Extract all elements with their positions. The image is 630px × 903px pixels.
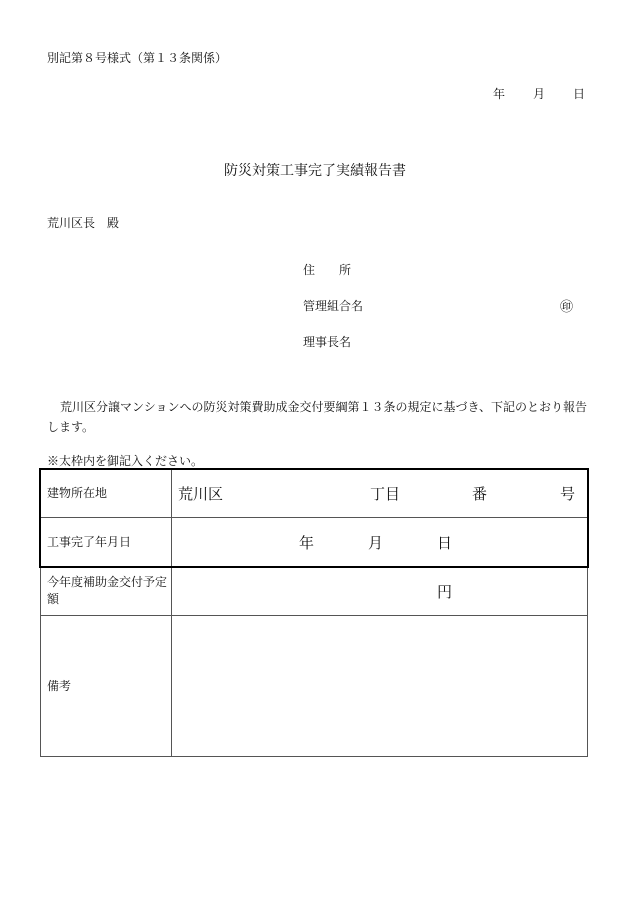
chairman-name-label: 理事長名	[303, 335, 352, 349]
report-form-table	[40, 468, 588, 757]
completion-day: 日	[437, 534, 453, 552]
date-day-label: 日	[573, 87, 586, 101]
completion-year: 年	[299, 534, 315, 552]
location-ban: 番	[472, 485, 488, 503]
location-ward: 荒川区	[178, 485, 224, 503]
report-date	[493, 85, 585, 102]
location-field[interactable]	[172, 469, 588, 518]
subsidy-amount-label: 今年度補助金交付予定額	[41, 567, 172, 616]
addressee: 荒川区長 殿	[47, 216, 120, 230]
table-row-remarks	[41, 616, 588, 757]
applicant-block	[303, 261, 603, 361]
document-title: 防災対策工事完了実績報告書	[224, 163, 406, 179]
table-row-subsidy-amount	[41, 567, 588, 616]
completion-date-field[interactable]	[172, 518, 588, 567]
table-row-completion-date	[41, 518, 588, 567]
body-text: 荒川区分譲マンションへの防災対策費助成金交付要綱第１３条の規定に基づき、下記のとおり報告します。	[47, 400, 587, 434]
location-chome: 丁目	[370, 485, 401, 503]
address-label: 住 所	[303, 263, 352, 277]
date-year-label: 年	[493, 87, 506, 101]
association-name-label: 管理組合名	[303, 299, 364, 313]
location-label: 建物所在地	[41, 469, 172, 518]
subsidy-amount-unit: 円	[437, 583, 453, 601]
remarks-field[interactable]	[172, 616, 588, 757]
form-reference: 別記第８号様式（第１３条関係）	[47, 51, 228, 65]
completion-month: 月	[368, 534, 384, 552]
completion-date-label: 工事完了年月日	[41, 518, 172, 567]
subsidy-amount-field[interactable]	[172, 567, 588, 616]
seal-mark: ㊞	[560, 300, 574, 315]
remarks-label: 備考	[41, 616, 172, 757]
date-month-label: 月	[533, 87, 546, 101]
instruction-note: ※太枠内を御記入ください。	[47, 454, 204, 468]
table-row-location	[41, 469, 588, 518]
location-go: 号	[560, 485, 576, 503]
